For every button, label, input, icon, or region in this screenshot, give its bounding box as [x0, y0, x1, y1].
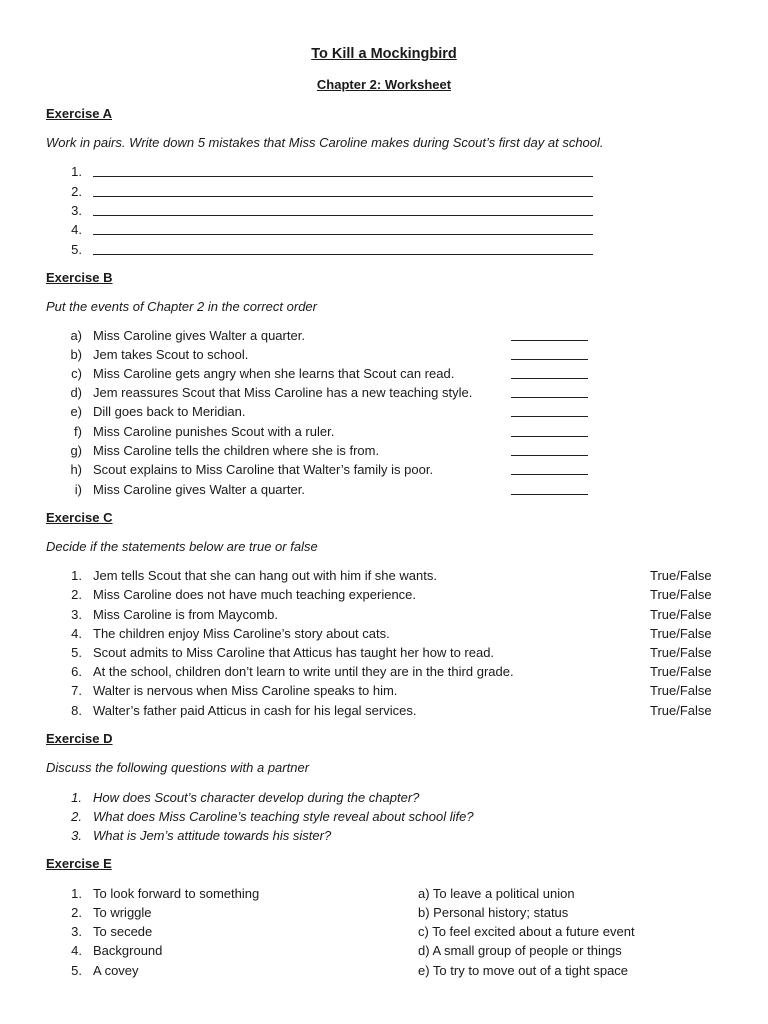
- exercise-e-pair: [0, 961, 768, 980]
- exercise-b-item: [0, 383, 768, 402]
- true-false-choice[interactable]: True/False: [650, 568, 712, 583]
- item-label: 2.: [71, 809, 82, 824]
- vocab-term: To secede: [93, 924, 153, 939]
- item-label: c): [71, 366, 82, 381]
- item-text: Miss Caroline gets angry when she learns that Scout can read.: [93, 366, 455, 381]
- order-answer-line[interactable]: [511, 474, 588, 475]
- answer-line[interactable]: [93, 196, 593, 197]
- item-label: f): [74, 424, 82, 439]
- order-answer-line[interactable]: [511, 436, 588, 437]
- item-label: h): [70, 462, 82, 477]
- exercise-b-item: [0, 345, 768, 364]
- exercise-c-item: [0, 643, 768, 662]
- item-text: Jem takes Scout to school.: [93, 347, 249, 362]
- exercise-d-question: [0, 807, 768, 826]
- true-false-choice[interactable]: True/False: [650, 626, 712, 641]
- item-label: i): [74, 482, 82, 497]
- item-label: b): [70, 347, 82, 362]
- item-label: a): [70, 328, 82, 343]
- exercise-c-heading: Exercise C: [46, 510, 113, 525]
- true-false-choice[interactable]: True/False: [650, 703, 712, 718]
- vocab-definition: e) To try to move out of a tight space: [418, 963, 629, 978]
- statement-text: Walter is nervous when Miss Caroline speaks to him.: [93, 683, 398, 698]
- order-answer-line[interactable]: [511, 455, 588, 456]
- item-text: Dill goes back to Meridian.: [93, 404, 246, 419]
- exercise-d-question: [0, 826, 768, 845]
- item-label: e): [70, 404, 82, 419]
- document-title: To Kill a Mockingbird: [311, 46, 457, 62]
- exercise-c-item: [0, 605, 768, 624]
- item-label: d): [70, 385, 82, 400]
- vocab-term: To look forward to something: [93, 886, 260, 901]
- statement-text: Jem tells Scout that she can hang out with him if she wants.: [93, 568, 437, 583]
- true-false-choice[interactable]: True/False: [650, 607, 712, 622]
- question-text: How does Scout’s character develop during the chapter?: [93, 790, 420, 805]
- exercise-b-item: [0, 441, 768, 460]
- item-label: 7.: [71, 683, 82, 698]
- item-label: 2.: [71, 905, 82, 920]
- item-label: 4.: [71, 626, 82, 641]
- vocab-definition: c) To feel excited about a future event: [418, 924, 635, 939]
- order-answer-line[interactable]: [511, 494, 588, 495]
- item-label: 3.: [71, 607, 82, 622]
- order-answer-line[interactable]: [511, 397, 588, 398]
- exercise-e-pair: [0, 884, 768, 903]
- order-answer-line[interactable]: [511, 340, 588, 341]
- item-label: 1.: [71, 790, 82, 805]
- exercise-a-heading: Exercise A: [46, 106, 113, 121]
- line-number: 5.: [71, 242, 82, 257]
- exercise-b-item: [0, 480, 768, 499]
- true-false-choice[interactable]: True/False: [650, 683, 712, 698]
- exercise-d-heading: Exercise D: [46, 731, 113, 746]
- vocab-term: Background: [93, 943, 163, 958]
- true-false-choice[interactable]: True/False: [650, 645, 712, 660]
- item-text: Miss Caroline tells the children where she is from.: [93, 443, 380, 458]
- vocab-definition: d) A small group of people or things: [418, 943, 622, 958]
- item-label: 4.: [71, 943, 82, 958]
- item-label: 5.: [71, 963, 82, 978]
- exercise-a-line-1[interactable]: [0, 162, 768, 181]
- vocab-definition: a) To leave a political union: [418, 886, 575, 901]
- statement-text: Scout admits to Miss Caroline that Atticus has taught her how to read.: [93, 645, 495, 660]
- statement-text: Walter’s father paid Atticus in cash for his legal services.: [93, 703, 417, 718]
- item-label: 1.: [71, 886, 82, 901]
- exercise-c-item: [0, 681, 768, 700]
- item-text: Scout explains to Miss Caroline that Walter’s family is poor.: [93, 462, 434, 477]
- order-answer-line[interactable]: [511, 359, 588, 360]
- item-text: Miss Caroline gives Walter a quarter.: [93, 482, 305, 497]
- item-label: 3.: [71, 828, 82, 843]
- exercise-a-line-2[interactable]: [0, 182, 768, 201]
- exercise-a-line-3[interactable]: [0, 201, 768, 220]
- question-text: What does Miss Caroline’s teaching style reveal about school life?: [93, 809, 474, 824]
- order-answer-line[interactable]: [511, 378, 588, 379]
- exercise-c-instruction: Decide if the statements below are true or false: [46, 539, 318, 554]
- line-number: 3.: [71, 203, 82, 218]
- line-number: 1.: [71, 164, 82, 179]
- true-false-choice[interactable]: True/False: [650, 587, 712, 602]
- exercise-e-pair: [0, 922, 768, 941]
- exercise-c-item: [0, 566, 768, 585]
- item-text: Miss Caroline punishes Scout with a ruler.: [93, 424, 335, 439]
- exercise-d-question: [0, 788, 768, 807]
- answer-line[interactable]: [93, 176, 593, 177]
- exercise-b-item: [0, 460, 768, 479]
- question-text: What is Jem’s attitude towards his sister?: [93, 828, 332, 843]
- exercise-a-instruction: Work in pairs. Write down 5 mistakes that Miss Caroline makes during Scout’s first day at school.: [46, 135, 604, 150]
- exercise-c-item: [0, 624, 768, 643]
- item-text: Jem reassures Scout that Miss Caroline has a new teaching style.: [93, 385, 473, 400]
- item-label: g): [70, 443, 82, 458]
- statement-text: At the school, children don’t learn to write until they are in the third grade.: [93, 664, 514, 679]
- exercise-b-heading: Exercise B: [46, 270, 113, 285]
- item-label: 6.: [71, 664, 82, 679]
- exercise-c-item: [0, 585, 768, 604]
- true-false-choice[interactable]: True/False: [650, 664, 712, 679]
- line-number: 2.: [71, 184, 82, 199]
- vocab-term: A covey: [93, 963, 139, 978]
- item-label: 1.: [71, 568, 82, 583]
- order-answer-line[interactable]: [511, 416, 588, 417]
- item-label: 2.: [71, 587, 82, 602]
- item-text: Miss Caroline gives Walter a quarter.: [93, 328, 305, 343]
- answer-line[interactable]: [93, 254, 593, 255]
- exercise-a-line-5[interactable]: [0, 240, 768, 259]
- exercise-b-item: [0, 326, 768, 345]
- document-subtitle: Chapter 2: Worksheet: [316, 77, 452, 92]
- line-number: 4.: [71, 222, 82, 237]
- exercise-b-instruction: Put the events of Chapter 2 in the correct order: [46, 299, 317, 314]
- exercise-c-item: [0, 701, 768, 720]
- vocab-definition: b) Personal history; status: [418, 905, 569, 920]
- answer-line[interactable]: [93, 234, 593, 235]
- exercise-b-item: [0, 422, 768, 441]
- statement-text: Miss Caroline does not have much teaching experience.: [93, 587, 417, 602]
- vocab-term: To wriggle: [93, 905, 152, 920]
- exercise-b-item: [0, 364, 768, 383]
- exercise-e-heading: Exercise E: [46, 856, 112, 871]
- answer-line[interactable]: [93, 215, 593, 216]
- statement-text: Miss Caroline is from Maycomb.: [93, 607, 278, 622]
- item-label: 8.: [71, 703, 82, 718]
- exercise-d-instruction: Discuss the following questions with a partner: [46, 760, 310, 775]
- exercise-c-item: [0, 662, 768, 681]
- item-label: 5.: [71, 645, 82, 660]
- item-label: 3.: [71, 924, 82, 939]
- exercise-a-line-4[interactable]: [0, 220, 768, 239]
- exercise-b-item: [0, 402, 768, 421]
- exercise-e-pair: [0, 941, 768, 960]
- statement-text: The children enjoy Miss Caroline’s story about cats.: [93, 626, 390, 641]
- exercise-e-pair: [0, 903, 768, 922]
